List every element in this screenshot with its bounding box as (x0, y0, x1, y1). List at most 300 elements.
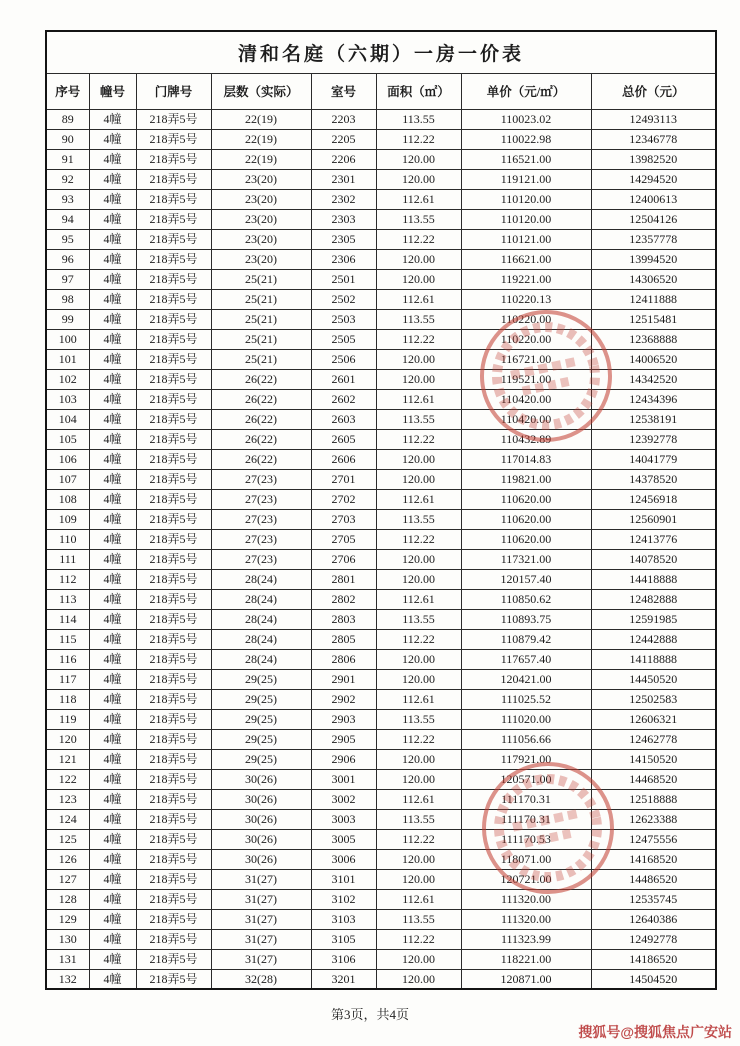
table-cell: 25(21) (211, 349, 311, 369)
table-cell: 4幢 (89, 869, 136, 889)
table-cell: 4幢 (89, 149, 136, 169)
table-cell: 14168520 (591, 849, 716, 869)
table-row (46, 569, 716, 589)
table-cell: 110220.13 (461, 289, 591, 309)
table-cell: 4幢 (89, 469, 136, 489)
table-cell: 3003 (311, 809, 376, 829)
table-row (46, 169, 716, 189)
table-cell: 12492778 (591, 929, 716, 949)
table-cell: 98 (46, 289, 89, 309)
table-cell: 122 (46, 769, 89, 789)
table-cell: 3102 (311, 889, 376, 909)
table-cell: 14294520 (591, 169, 716, 189)
table-cell: 218弄5号 (136, 249, 211, 269)
table-cell: 31(27) (211, 889, 311, 909)
table-cell: 4幢 (89, 549, 136, 569)
table-cell: 14418888 (591, 569, 716, 589)
table-cell: 123 (46, 789, 89, 809)
table-cell: 100 (46, 329, 89, 349)
table-cell: 218弄5号 (136, 389, 211, 409)
table-cell: 120.00 (376, 349, 461, 369)
table-cell: 14450520 (591, 669, 716, 689)
table-cell: 13994520 (591, 249, 716, 269)
table-cell: 110432.89 (461, 429, 591, 449)
price-table-frame (45, 30, 715, 990)
table-cell: 2203 (311, 109, 376, 129)
table-cell: 4幢 (89, 509, 136, 529)
table-header-row (46, 73, 716, 109)
table-cell: 26(22) (211, 389, 311, 409)
table-row (46, 369, 716, 389)
table-cell: 4幢 (89, 769, 136, 789)
table-cell: 112.61 (376, 289, 461, 309)
table-cell: 89 (46, 109, 89, 129)
column-header: 单价（元/㎡） (461, 73, 591, 109)
table-cell: 120.00 (376, 769, 461, 789)
table-row (46, 329, 716, 349)
table-cell: 218弄5号 (136, 369, 211, 389)
table-cell: 218弄5号 (136, 149, 211, 169)
table-cell: 4幢 (89, 909, 136, 929)
table-cell: 4幢 (89, 709, 136, 729)
table-cell: 113.55 (376, 109, 461, 129)
table-cell: 3105 (311, 929, 376, 949)
table-cell: 127 (46, 869, 89, 889)
table-cell: 131 (46, 949, 89, 969)
table-cell: 118071.00 (461, 849, 591, 869)
table-body (46, 109, 716, 989)
table-cell: 25(21) (211, 309, 311, 329)
table-cell: 26(22) (211, 449, 311, 469)
table-cell: 218弄5号 (136, 909, 211, 929)
table-row (46, 869, 716, 889)
table-cell: 2802 (311, 589, 376, 609)
table-row (46, 549, 716, 569)
table-cell: 2603 (311, 409, 376, 429)
table-row (46, 789, 716, 809)
table-row (46, 829, 716, 849)
table-cell: 113.55 (376, 909, 461, 929)
table-cell: 2703 (311, 509, 376, 529)
table-cell: 218弄5号 (136, 609, 211, 629)
table-cell: 111056.66 (461, 729, 591, 749)
table-row (46, 629, 716, 649)
table-cell: 4幢 (89, 689, 136, 709)
table-cell: 117 (46, 669, 89, 689)
table-row (46, 209, 716, 229)
table-cell: 4幢 (89, 629, 136, 649)
table-cell: 4幢 (89, 789, 136, 809)
table-cell: 120571.00 (461, 769, 591, 789)
table-cell: 12357778 (591, 229, 716, 249)
table-row (46, 689, 716, 709)
table-cell: 14078520 (591, 549, 716, 569)
table-cell: 99 (46, 309, 89, 329)
table-cell: 111320.00 (461, 909, 591, 929)
table-cell: 120721.00 (461, 869, 591, 889)
table-cell: 2303 (311, 209, 376, 229)
table-cell: 120.00 (376, 969, 461, 989)
table-cell: 4幢 (89, 269, 136, 289)
table-cell: 111323.99 (461, 929, 591, 949)
table-cell: 112.61 (376, 789, 461, 809)
table-cell: 218弄5号 (136, 629, 211, 649)
table-cell: 218弄5号 (136, 809, 211, 829)
table-cell: 112 (46, 569, 89, 589)
table-cell: 4幢 (89, 649, 136, 669)
table-cell: 4幢 (89, 329, 136, 349)
table-cell: 111020.00 (461, 709, 591, 729)
table-cell: 120.00 (376, 149, 461, 169)
table-cell: 119121.00 (461, 169, 591, 189)
table-cell: 218弄5号 (136, 789, 211, 809)
table-cell: 4幢 (89, 349, 136, 369)
table-cell: 112.61 (376, 589, 461, 609)
table-cell: 12462778 (591, 729, 716, 749)
table-cell: 4幢 (89, 369, 136, 389)
table-cell: 120421.00 (461, 669, 591, 689)
table-row (46, 409, 716, 429)
table-cell: 4幢 (89, 189, 136, 209)
table-cell: 112.61 (376, 389, 461, 409)
table-row (46, 709, 716, 729)
table-cell: 130 (46, 929, 89, 949)
table-cell: 31(27) (211, 909, 311, 929)
table-cell: 12591985 (591, 609, 716, 629)
table-cell: 22(19) (211, 149, 311, 169)
table-cell: 110420.00 (461, 409, 591, 429)
table-cell: 4幢 (89, 889, 136, 909)
table-row (46, 149, 716, 169)
table-cell: 121 (46, 749, 89, 769)
table-cell: 14378520 (591, 469, 716, 489)
table-cell: 113.55 (376, 209, 461, 229)
table-cell: 28(24) (211, 649, 311, 669)
table-cell: 218弄5号 (136, 429, 211, 449)
table-cell: 218弄5号 (136, 649, 211, 669)
table-cell: 2903 (311, 709, 376, 729)
table-cell: 117321.00 (461, 549, 591, 569)
table-cell: 112.22 (376, 929, 461, 949)
table-cell: 113.55 (376, 609, 461, 629)
table-cell: 12475556 (591, 829, 716, 849)
table-cell: 4幢 (89, 829, 136, 849)
table-cell: 27(23) (211, 509, 311, 529)
table-cell: 2302 (311, 189, 376, 209)
table-cell: 218弄5号 (136, 969, 211, 989)
table-cell: 113.55 (376, 309, 461, 329)
table-cell: 14504520 (591, 969, 716, 989)
table-row (46, 609, 716, 629)
table-cell: 31(27) (211, 949, 311, 969)
table-cell: 4幢 (89, 129, 136, 149)
table-cell: 22(19) (211, 129, 311, 149)
table-cell: 2701 (311, 469, 376, 489)
table-cell: 104 (46, 409, 89, 429)
table-cell: 2605 (311, 429, 376, 449)
table-cell: 4幢 (89, 409, 136, 429)
table-cell: 29(25) (211, 749, 311, 769)
table-cell: 12392778 (591, 429, 716, 449)
table-cell: 218弄5号 (136, 449, 211, 469)
table-cell: 4幢 (89, 669, 136, 689)
table-cell: 132 (46, 969, 89, 989)
table-cell: 111170.53 (461, 829, 591, 849)
table-cell: 3103 (311, 909, 376, 929)
table-cell: 4幢 (89, 229, 136, 249)
table-cell: 30(26) (211, 769, 311, 789)
table-cell: 218弄5号 (136, 489, 211, 509)
table-cell: 120.00 (376, 469, 461, 489)
table-cell: 108 (46, 489, 89, 509)
table-cell: 117657.40 (461, 649, 591, 669)
table-cell: 90 (46, 129, 89, 149)
table-cell: 106 (46, 449, 89, 469)
table-cell: 218弄5号 (136, 869, 211, 889)
table-row (46, 429, 716, 449)
table-cell: 27(23) (211, 489, 311, 509)
table-cell: 110620.00 (461, 489, 591, 509)
table-cell: 119521.00 (461, 369, 591, 389)
table-cell: 12504126 (591, 209, 716, 229)
table-row (46, 389, 716, 409)
table-cell: 12400613 (591, 189, 716, 209)
table-cell: 112.22 (376, 529, 461, 549)
table-cell: 3006 (311, 849, 376, 869)
table-row (46, 229, 716, 249)
table-cell: 120.00 (376, 369, 461, 389)
table-cell: 218弄5号 (136, 509, 211, 529)
table-cell: 218弄5号 (136, 189, 211, 209)
table-cell: 94 (46, 209, 89, 229)
table-cell: 113.55 (376, 509, 461, 529)
table-cell: 12518888 (591, 789, 716, 809)
table-row (46, 949, 716, 969)
table-cell: 114 (46, 609, 89, 629)
table-cell: 218弄5号 (136, 329, 211, 349)
table-cell: 12482888 (591, 589, 716, 609)
table-cell: 27(23) (211, 469, 311, 489)
table-cell: 4幢 (89, 929, 136, 949)
table-cell: 116721.00 (461, 349, 591, 369)
table-cell: 30(26) (211, 849, 311, 869)
column-header: 幢号 (89, 73, 136, 109)
table-cell: 14006520 (591, 349, 716, 369)
table-cell: 12560901 (591, 509, 716, 529)
table-cell: 120.00 (376, 569, 461, 589)
table-row (46, 929, 716, 949)
table-cell: 2806 (311, 649, 376, 669)
table-row (46, 669, 716, 689)
table-row (46, 309, 716, 329)
table-cell: 113.55 (376, 809, 461, 829)
table-cell: 111025.52 (461, 689, 591, 709)
table-row (46, 769, 716, 789)
table-cell: 3005 (311, 829, 376, 849)
table-cell: 112.61 (376, 489, 461, 509)
table-cell: 218弄5号 (136, 709, 211, 729)
table-cell: 125 (46, 829, 89, 849)
table-cell: 126 (46, 849, 89, 869)
table-cell: 4幢 (89, 589, 136, 609)
table-cell: 110420.00 (461, 389, 591, 409)
table-cell: 4幢 (89, 489, 136, 509)
table-cell: 12346778 (591, 129, 716, 149)
table-cell: 218弄5号 (136, 409, 211, 429)
table-cell: 12538191 (591, 409, 716, 429)
table-cell: 30(26) (211, 829, 311, 849)
table-cell: 218弄5号 (136, 589, 211, 609)
table-cell: 2502 (311, 289, 376, 309)
table-cell: 2602 (311, 389, 376, 409)
table-cell: 124 (46, 809, 89, 829)
table-cell: 2905 (311, 729, 376, 749)
table-row (46, 289, 716, 309)
table-row (46, 189, 716, 209)
table-cell: 116 (46, 649, 89, 669)
table-cell: 13982520 (591, 149, 716, 169)
table-cell: 118 (46, 689, 89, 709)
table-cell: 12515481 (591, 309, 716, 329)
table-cell: 2805 (311, 629, 376, 649)
table-cell: 218弄5号 (136, 729, 211, 749)
table-row (46, 649, 716, 669)
column-header: 层数（实际） (211, 73, 311, 109)
table-cell: 119221.00 (461, 269, 591, 289)
table-cell: 112.22 (376, 829, 461, 849)
table-cell: 28(24) (211, 609, 311, 629)
table-cell: 4幢 (89, 949, 136, 969)
table-cell: 120.00 (376, 549, 461, 569)
table-cell: 28(24) (211, 589, 311, 609)
table-row (46, 129, 716, 149)
table-cell: 218弄5号 (136, 889, 211, 909)
table-cell: 27(23) (211, 529, 311, 549)
table-cell: 218弄5号 (136, 929, 211, 949)
table-cell: 23(20) (211, 169, 311, 189)
column-header: 面积（㎡） (376, 73, 461, 109)
table-cell: 14041779 (591, 449, 716, 469)
table-cell: 218弄5号 (136, 549, 211, 569)
table-row (46, 249, 716, 269)
table-row (46, 489, 716, 509)
table-cell: 218弄5号 (136, 749, 211, 769)
table-cell: 218弄5号 (136, 689, 211, 709)
table-cell: 110620.00 (461, 509, 591, 529)
table-cell: 218弄5号 (136, 469, 211, 489)
table-cell: 96 (46, 249, 89, 269)
table-cell: 2705 (311, 529, 376, 549)
table-cell: 112.61 (376, 189, 461, 209)
table-cell: 113.55 (376, 409, 461, 429)
table-cell: 92 (46, 169, 89, 189)
table-cell: 4幢 (89, 969, 136, 989)
table-row (46, 349, 716, 369)
table-cell: 110893.75 (461, 609, 591, 629)
table-cell: 23(20) (211, 229, 311, 249)
table-cell: 12535745 (591, 889, 716, 909)
table-cell: 111 (46, 549, 89, 569)
table-cell: 218弄5号 (136, 569, 211, 589)
table-cell: 25(21) (211, 329, 311, 349)
table-cell: 14150520 (591, 749, 716, 769)
table-cell: 4幢 (89, 729, 136, 749)
table-row (46, 969, 716, 989)
table-cell: 12413776 (591, 529, 716, 549)
page-number: 第3页，共4页 (330, 1007, 409, 1022)
table-cell: 2606 (311, 449, 376, 469)
table-row (46, 849, 716, 869)
table-cell: 113.55 (376, 709, 461, 729)
table-cell: 120.00 (376, 849, 461, 869)
table-cell: 120.00 (376, 749, 461, 769)
table-cell: 95 (46, 229, 89, 249)
table-cell: 25(21) (211, 269, 311, 289)
table-cell: 3101 (311, 869, 376, 889)
table-cell: 4幢 (89, 169, 136, 189)
table-row (46, 529, 716, 549)
table-cell: 14486520 (591, 869, 716, 889)
table-cell: 2906 (311, 749, 376, 769)
table-cell: 25(21) (211, 289, 311, 309)
table-cell: 22(19) (211, 109, 311, 129)
table-cell: 26(22) (211, 429, 311, 449)
table-cell: 2306 (311, 249, 376, 269)
table-cell: 218弄5号 (136, 829, 211, 849)
table-cell: 218弄5号 (136, 349, 211, 369)
table-cell: 4幢 (89, 429, 136, 449)
table-cell: 112.22 (376, 729, 461, 749)
table-row (46, 809, 716, 829)
table-cell: 111170.31 (461, 809, 591, 829)
price-table (45, 30, 717, 990)
table-cell: 120 (46, 729, 89, 749)
table-cell: 110850.62 (461, 589, 591, 609)
table-cell: 32(28) (211, 969, 311, 989)
table-row (46, 269, 716, 289)
table-cell: 2706 (311, 549, 376, 569)
table-cell: 2601 (311, 369, 376, 389)
table-cell: 26(22) (211, 409, 311, 429)
table-cell: 4幢 (89, 309, 136, 329)
table-cell: 31(27) (211, 929, 311, 949)
table-cell: 110023.02 (461, 109, 591, 129)
table-cell: 115 (46, 629, 89, 649)
table-cell: 4幢 (89, 109, 136, 129)
table-cell: 29(25) (211, 689, 311, 709)
table-cell: 120.00 (376, 269, 461, 289)
table-cell: 4幢 (89, 249, 136, 269)
table-cell: 3001 (311, 769, 376, 789)
table-cell: 29(25) (211, 669, 311, 689)
table-cell: 29(25) (211, 709, 311, 729)
table-cell: 12640386 (591, 909, 716, 929)
table-row (46, 109, 716, 129)
column-header: 序号 (46, 73, 89, 109)
table-cell: 14468520 (591, 769, 716, 789)
table-cell: 2803 (311, 609, 376, 629)
table-cell: 12442888 (591, 629, 716, 649)
table-cell: 4幢 (89, 849, 136, 869)
table-cell: 2301 (311, 169, 376, 189)
table-cell: 120157.40 (461, 569, 591, 589)
table-cell: 4幢 (89, 749, 136, 769)
table-cell: 105 (46, 429, 89, 449)
table-cell: 218弄5号 (136, 849, 211, 869)
table-cell: 2505 (311, 329, 376, 349)
table-cell: 12456918 (591, 489, 716, 509)
table-cell: 30(26) (211, 809, 311, 829)
